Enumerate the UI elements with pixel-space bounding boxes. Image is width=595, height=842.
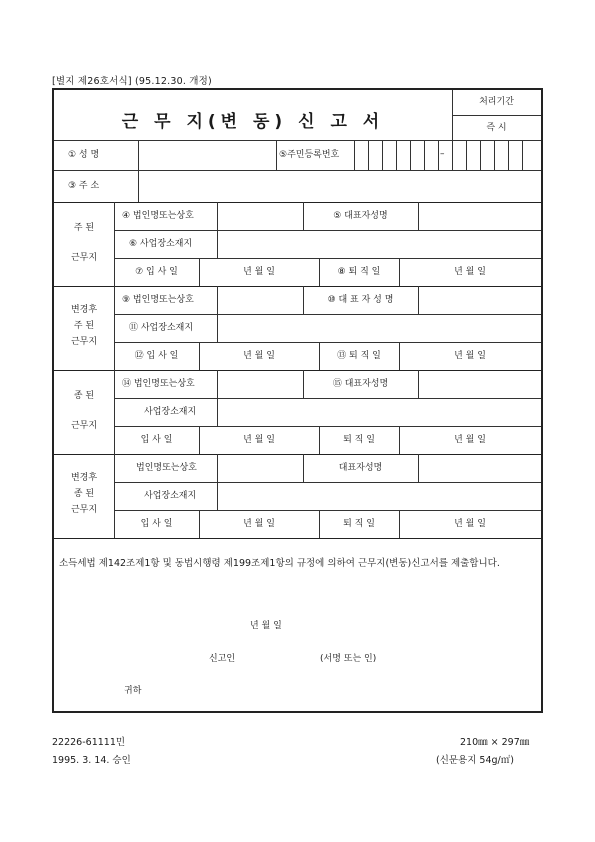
paper-spec: (신문용지 54g/㎡) xyxy=(436,755,514,766)
section-label-line: 근무지 xyxy=(70,253,98,263)
representative-field[interactable] xyxy=(419,203,541,229)
join-date-field[interactable]: 년 월 일 xyxy=(243,351,275,361)
form-code: 22226-61111민 xyxy=(52,737,126,748)
business-name-field[interactable] xyxy=(218,203,302,229)
leave-date-label: ⑧ 퇴 직 일 xyxy=(337,267,381,277)
ssn-field[interactable] xyxy=(354,141,541,170)
join-date-field[interactable]: 년 월 일 xyxy=(243,519,275,529)
location-field[interactable] xyxy=(218,483,541,509)
processing-period-value: 즉 시 xyxy=(486,123,507,133)
representative-field[interactable] xyxy=(419,287,541,313)
leave-date-label: 퇴 직 일 xyxy=(343,435,375,445)
business-name-field[interactable] xyxy=(218,371,302,397)
join-date-label: ⑫ 입 사 일 xyxy=(134,351,179,361)
section-changed-main-workplace xyxy=(54,286,541,370)
ssn-label: ⑤주민등록번호 xyxy=(279,150,340,160)
reporter-label: 신고인 xyxy=(209,654,236,664)
join-date-field[interactable]: 년 월 일 xyxy=(243,435,275,445)
business-name-label: ⑨ 법인명또는상호 xyxy=(122,295,194,305)
section-label-line: 변경후 xyxy=(70,473,98,483)
form-reference: [별지 제26호서식] (95.12.30. 개정) xyxy=(52,76,212,87)
representative-field[interactable] xyxy=(419,455,541,481)
location-field[interactable] xyxy=(218,315,541,341)
address-field[interactable] xyxy=(139,171,541,201)
section-sub-workplace xyxy=(54,370,541,454)
section-changed-sub-workplace xyxy=(54,454,541,538)
report-date[interactable]: 년 월 일 xyxy=(250,621,282,631)
business-name-label: ⑭ 법인명또는상호 xyxy=(122,379,195,389)
location-label: 사업장소재지 xyxy=(144,491,197,501)
leave-date-label: ⑬ 퇴 직 일 xyxy=(337,351,381,361)
name-label: ① 성 명 xyxy=(68,150,100,160)
join-date-label: 입 사 일 xyxy=(140,435,173,445)
representative-label: ⑮ 대표자성명 xyxy=(332,379,389,389)
form-title: 근 무 지(변 동) 신 고 서 xyxy=(121,112,385,132)
name-field[interactable] xyxy=(139,141,276,170)
leave-date-field[interactable]: 년 월 일 xyxy=(454,351,486,361)
section-label-line: 종 된 xyxy=(73,489,95,499)
representative-label: ⑤ 대표자성명 xyxy=(333,211,388,221)
location-label: ⑥ 사업장소재지 xyxy=(129,239,193,249)
section-label-line: 주 된 xyxy=(73,223,95,233)
address-label: ③ 주 소 xyxy=(68,181,100,191)
section-label-line: 근무지 xyxy=(70,505,98,515)
business-name-field[interactable] xyxy=(218,455,302,481)
section-label-line: 근무지 xyxy=(70,421,98,431)
location-label: 사업장소재지 xyxy=(144,407,197,417)
legal-statement: 소득세법 제142조제1항 및 동법시행령 제199조제1항의 규정에 의하여 근무지(변동)신고서를 제출합니다. xyxy=(59,558,500,569)
business-name-label: 법인명또는상호 xyxy=(136,463,197,473)
join-date-field[interactable]: 년 월 일 xyxy=(243,267,275,277)
location-label: ⑪ 사업장소재지 xyxy=(129,323,194,333)
location-field[interactable] xyxy=(218,231,541,257)
location-field[interactable] xyxy=(218,399,541,425)
section-label-line: 변경후 xyxy=(70,305,98,315)
business-name-field[interactable] xyxy=(218,287,302,313)
leave-date-label: 퇴 직 일 xyxy=(343,519,375,529)
section-label-line: 종 된 xyxy=(73,391,95,401)
join-date-label: 입 사 일 xyxy=(140,519,173,529)
join-date-label: ⑦ 입 사 일 xyxy=(135,267,178,277)
leave-date-field[interactable]: 년 월 일 xyxy=(454,267,486,277)
section-label-line: 주 된 xyxy=(73,321,95,331)
representative-field[interactable] xyxy=(419,371,541,397)
section-main-workplace xyxy=(54,202,541,286)
leave-date-field[interactable]: 년 월 일 xyxy=(454,435,486,445)
section-label-line: 근무지 xyxy=(70,337,98,347)
paper-size: 210㎜ × 297㎜ xyxy=(460,737,530,748)
representative-label: 대표자성명 xyxy=(338,463,383,473)
approval-date: 1995. 3. 14. 승인 xyxy=(52,755,131,766)
signature-hint: (서명 또는 인) xyxy=(320,654,377,664)
leave-date-field[interactable]: 년 월 일 xyxy=(454,519,486,529)
business-name-label: ④ 법인명또는상호 xyxy=(122,211,194,221)
representative-label: ⑩ 대 표 자 성 명 xyxy=(327,295,394,305)
recipient-label: 귀하 xyxy=(124,686,142,696)
processing-period-label: 처리기간 xyxy=(479,97,514,107)
report-form xyxy=(52,88,543,713)
ssn-dash: – xyxy=(440,149,445,159)
reporter-name-field[interactable] xyxy=(254,648,316,668)
